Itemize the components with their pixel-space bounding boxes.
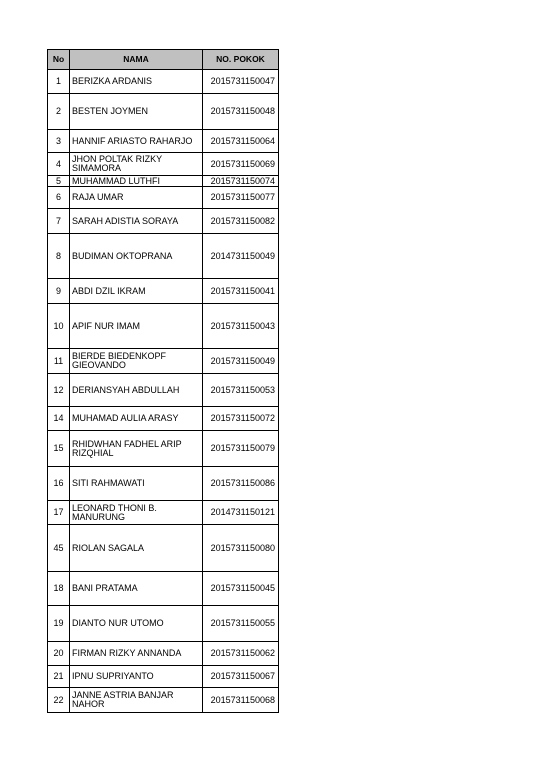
table-row: [48, 407, 279, 431]
cell-no-pokok: 2015731150049: [203, 349, 279, 374]
header-row: [48, 50, 279, 70]
cell-no: 17: [48, 501, 70, 525]
table-row: [48, 606, 279, 642]
cell-nama: MUHAMMAD LUTHFI: [70, 176, 203, 187]
table-row: [48, 234, 279, 279]
cell-nama: BERIZKA ARDANIS: [70, 70, 203, 94]
table-row: [48, 642, 279, 666]
cell-no-pokok: 2015731150072: [203, 407, 279, 431]
cell-no-pokok: 2015731150047: [203, 70, 279, 94]
cell-nama: SITI RAHMAWATI: [70, 467, 203, 501]
table-row: [48, 666, 279, 688]
cell-no-pokok: 2015731150086: [203, 467, 279, 501]
cell-no: 11: [48, 349, 70, 374]
cell-no-pokok: 2015731150041: [203, 279, 279, 304]
cell-no: 20: [48, 642, 70, 666]
cell-no-pokok: 2015731150067: [203, 666, 279, 688]
cell-nama: RHIDWHAN FADHEL ARIP RIZQHIAL: [70, 431, 203, 467]
table-row: [48, 153, 279, 176]
cell-no: 8: [48, 234, 70, 279]
table-row: [48, 572, 279, 606]
table-row: [48, 467, 279, 501]
cell-nama: MUHAMAD AULIA ARASY: [70, 407, 203, 431]
cell-nama: IPNU SUPRIYANTO: [70, 666, 203, 688]
table-row: [48, 501, 279, 525]
cell-no-pokok: 2014731150049: [203, 234, 279, 279]
cell-no: 10: [48, 304, 70, 349]
cell-nama: BANI PRATAMA: [70, 572, 203, 606]
cell-no-pokok: 2015731150069: [203, 153, 279, 176]
header-no: No: [48, 50, 70, 70]
cell-nama: HANNIF ARIASTO RAHARJO: [70, 130, 203, 153]
cell-nama: RAJA UMAR: [70, 187, 203, 209]
cell-no: 4: [48, 153, 70, 176]
cell-nama: LEONARD THONI B. MANURUNG: [70, 501, 203, 525]
cell-no: 2: [48, 94, 70, 130]
cell-no: 15: [48, 431, 70, 467]
cell-no: 5: [48, 176, 70, 187]
cell-no-pokok: 2014731150121: [203, 501, 279, 525]
cell-no: 12: [48, 374, 70, 407]
cell-no: 14: [48, 407, 70, 431]
table-row: [48, 70, 279, 94]
cell-nama: DERIANSYAH ABDULLAH: [70, 374, 203, 407]
cell-nama: JHON POLTAK RIZKY SIMAMORA: [70, 153, 203, 176]
cell-no-pokok: 2015731150082: [203, 209, 279, 234]
cell-no-pokok: 2015731150045: [203, 572, 279, 606]
cell-nama: BIERDE BIEDENKOPF GIEOVANDO: [70, 349, 203, 374]
cell-no: 18: [48, 572, 70, 606]
table-row: [48, 688, 279, 713]
cell-no: 9: [48, 279, 70, 304]
cell-nama: APIF NUR IMAM: [70, 304, 203, 349]
cell-no: 22: [48, 688, 70, 713]
header-nama: NAMA: [70, 50, 203, 70]
cell-no: 7: [48, 209, 70, 234]
cell-no: 6: [48, 187, 70, 209]
cell-no-pokok: 2015731150062: [203, 642, 279, 666]
cell-no-pokok: 2015731150053: [203, 374, 279, 407]
table-row: [48, 431, 279, 467]
cell-no: 45: [48, 525, 70, 572]
cell-no-pokok: 2015731150074: [203, 176, 279, 187]
cell-no-pokok: 2015731150080: [203, 525, 279, 572]
cell-no: 3: [48, 130, 70, 153]
table-row: [48, 374, 279, 407]
cell-nama: RIOLAN SAGALA: [70, 525, 203, 572]
cell-no-pokok: 2015731150068: [203, 688, 279, 713]
table-row: [48, 176, 279, 187]
cell-no: 21: [48, 666, 70, 688]
table-row: [48, 94, 279, 130]
cell-nama: BUDIMAN OKTOPRANA: [70, 234, 203, 279]
table-row: [48, 525, 279, 572]
table-row: [48, 304, 279, 349]
header-no-pokok: NO. POKOK: [203, 50, 279, 70]
cell-no-pokok: 2015731150079: [203, 431, 279, 467]
table-row: [48, 349, 279, 374]
cell-no-pokok: 2015731150064: [203, 130, 279, 153]
cell-nama: JANNE ASTRIA BANJAR NAHOR: [70, 688, 203, 713]
cell-nama: BESTEN JOYMEN: [70, 94, 203, 130]
cell-nama: SARAH ADISTIA SORAYA: [70, 209, 203, 234]
cell-no: 1: [48, 70, 70, 94]
cell-no: 16: [48, 467, 70, 501]
cell-no-pokok: 2015731150048: [203, 94, 279, 130]
table-row: [48, 130, 279, 153]
table-row: [48, 209, 279, 234]
cell-nama: ABDI DZIL IKRAM: [70, 279, 203, 304]
table-row: [48, 279, 279, 304]
cell-nama: FIRMAN RIZKY ANNANDA: [70, 642, 203, 666]
cell-nama: DIANTO NUR UTOMO: [70, 606, 203, 642]
student-table: [47, 49, 279, 713]
cell-no-pokok: 2015731150043: [203, 304, 279, 349]
cell-no-pokok: 2015731150077: [203, 187, 279, 209]
cell-no-pokok: 2015731150055: [203, 606, 279, 642]
table-row: [48, 187, 279, 209]
cell-no: 19: [48, 606, 70, 642]
